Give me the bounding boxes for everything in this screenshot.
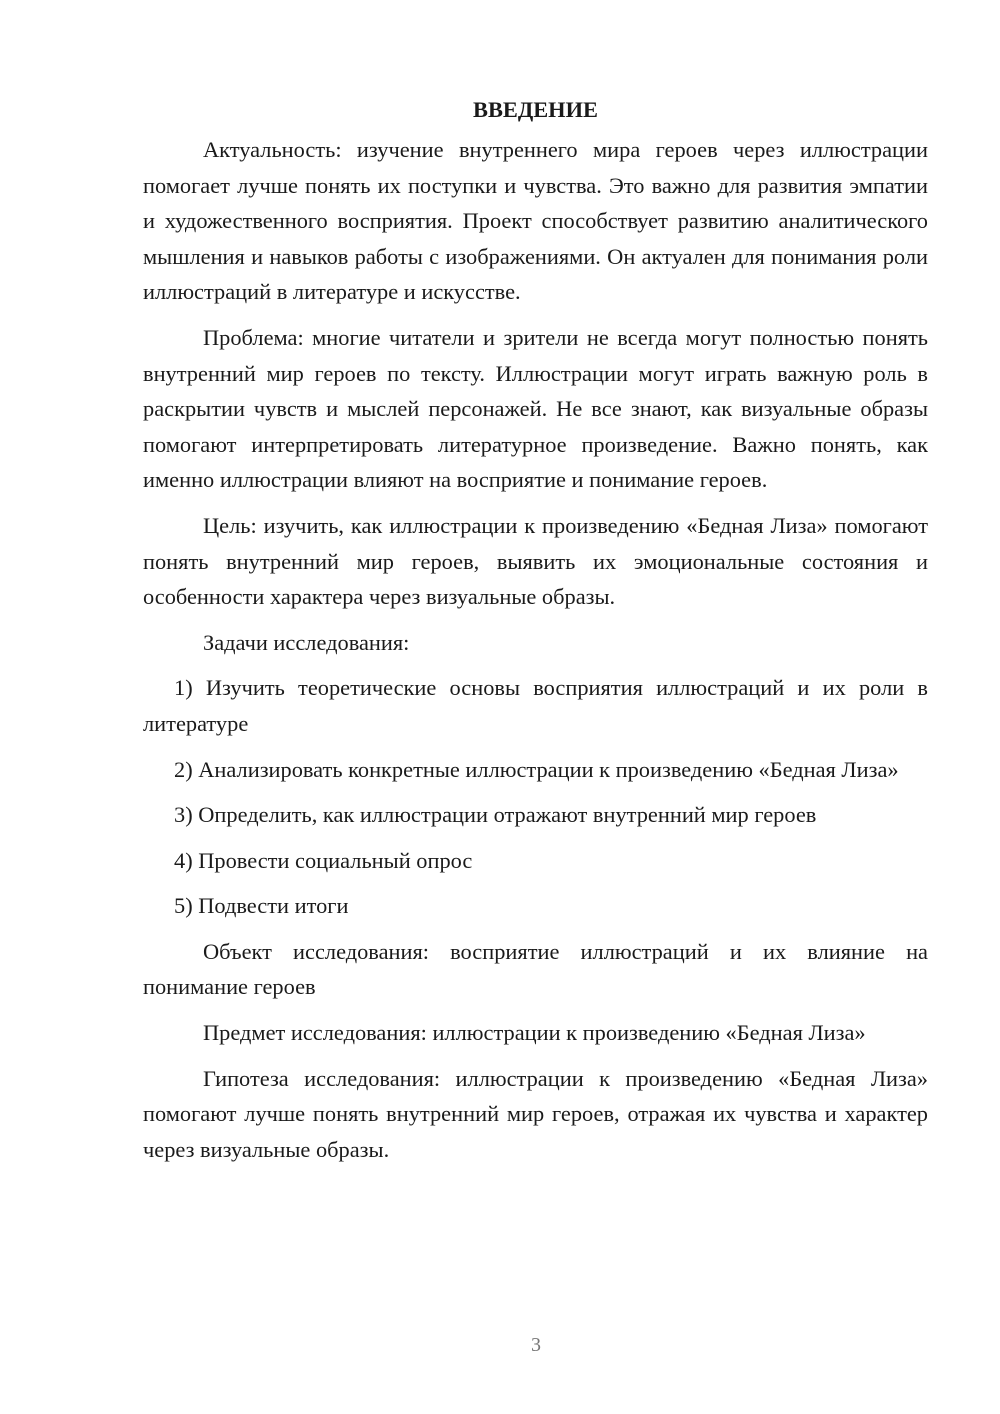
- hypothesis-paragraph: Гипотеза исследования: иллюстрации к произведению «Бедная Лиза» помогают лучше понять внутренний мир героев, отражая их чувства и характер через визуальные образы.: [143, 1065, 928, 1162]
- page-number: 3: [531, 1334, 541, 1356]
- task-item-2: 2) Анализировать конкретные иллюстрации к произведению «Бедная Лиза»: [174, 756, 899, 782]
- task-item-1: 1) Изучить теоретические основы восприятия иллюстраций и их роли в литературе: [143, 675, 928, 736]
- tasks-heading: Задачи исследования:: [203, 629, 410, 655]
- document-page: [143, 92, 928, 1177]
- task-item-5: 5) Подвести итоги: [174, 893, 349, 919]
- task-item-3: 3) Определить, как иллюстрации отражают внутренний мир героев: [174, 802, 817, 828]
- task-item-4: 4) Провести социальный опрос: [174, 847, 473, 873]
- relevance-paragraph: Актуальность: изучение внутреннего мира героев через иллюстрации помогает лучше понять их поступки и чувства. Это важно для развития эмпатии и художественного восприятия. Проект способствует развитию аналитического мышления и навыков работы с изображениями. Он актуален для понимания роли иллюстраций в литературе и искусстве.: [143, 137, 928, 305]
- problem-paragraph: Проблема: многие читатели и зрители не всегда могут полностью понять внутренний мир героев по тексту. Иллюстрации могут играть важную роль в раскрытии чувств и мыслей персонажей. Не все знают, как визуальные образы помогают интерпретировать литературное произведение. Важно понять, как именно иллюстрации влияют на восприятие и понимание героев.: [143, 324, 928, 493]
- page-title: ВВЕДЕНИЕ: [473, 97, 598, 122]
- goal-paragraph: Цель: изучить, как иллюстрации к произведению «Бедная Лиза» помогают понять внутренний мир героев, выявить их эмоциональные состояния и особенности характера через визуальные образы.: [143, 512, 928, 610]
- subject-paragraph: Предмет исследования: иллюстрации к произведению «Бедная Лиза»: [203, 1020, 866, 1046]
- object-paragraph: Объект исследования: восприятие иллюстраций и их влияние на понимание героев: [143, 938, 928, 1000]
